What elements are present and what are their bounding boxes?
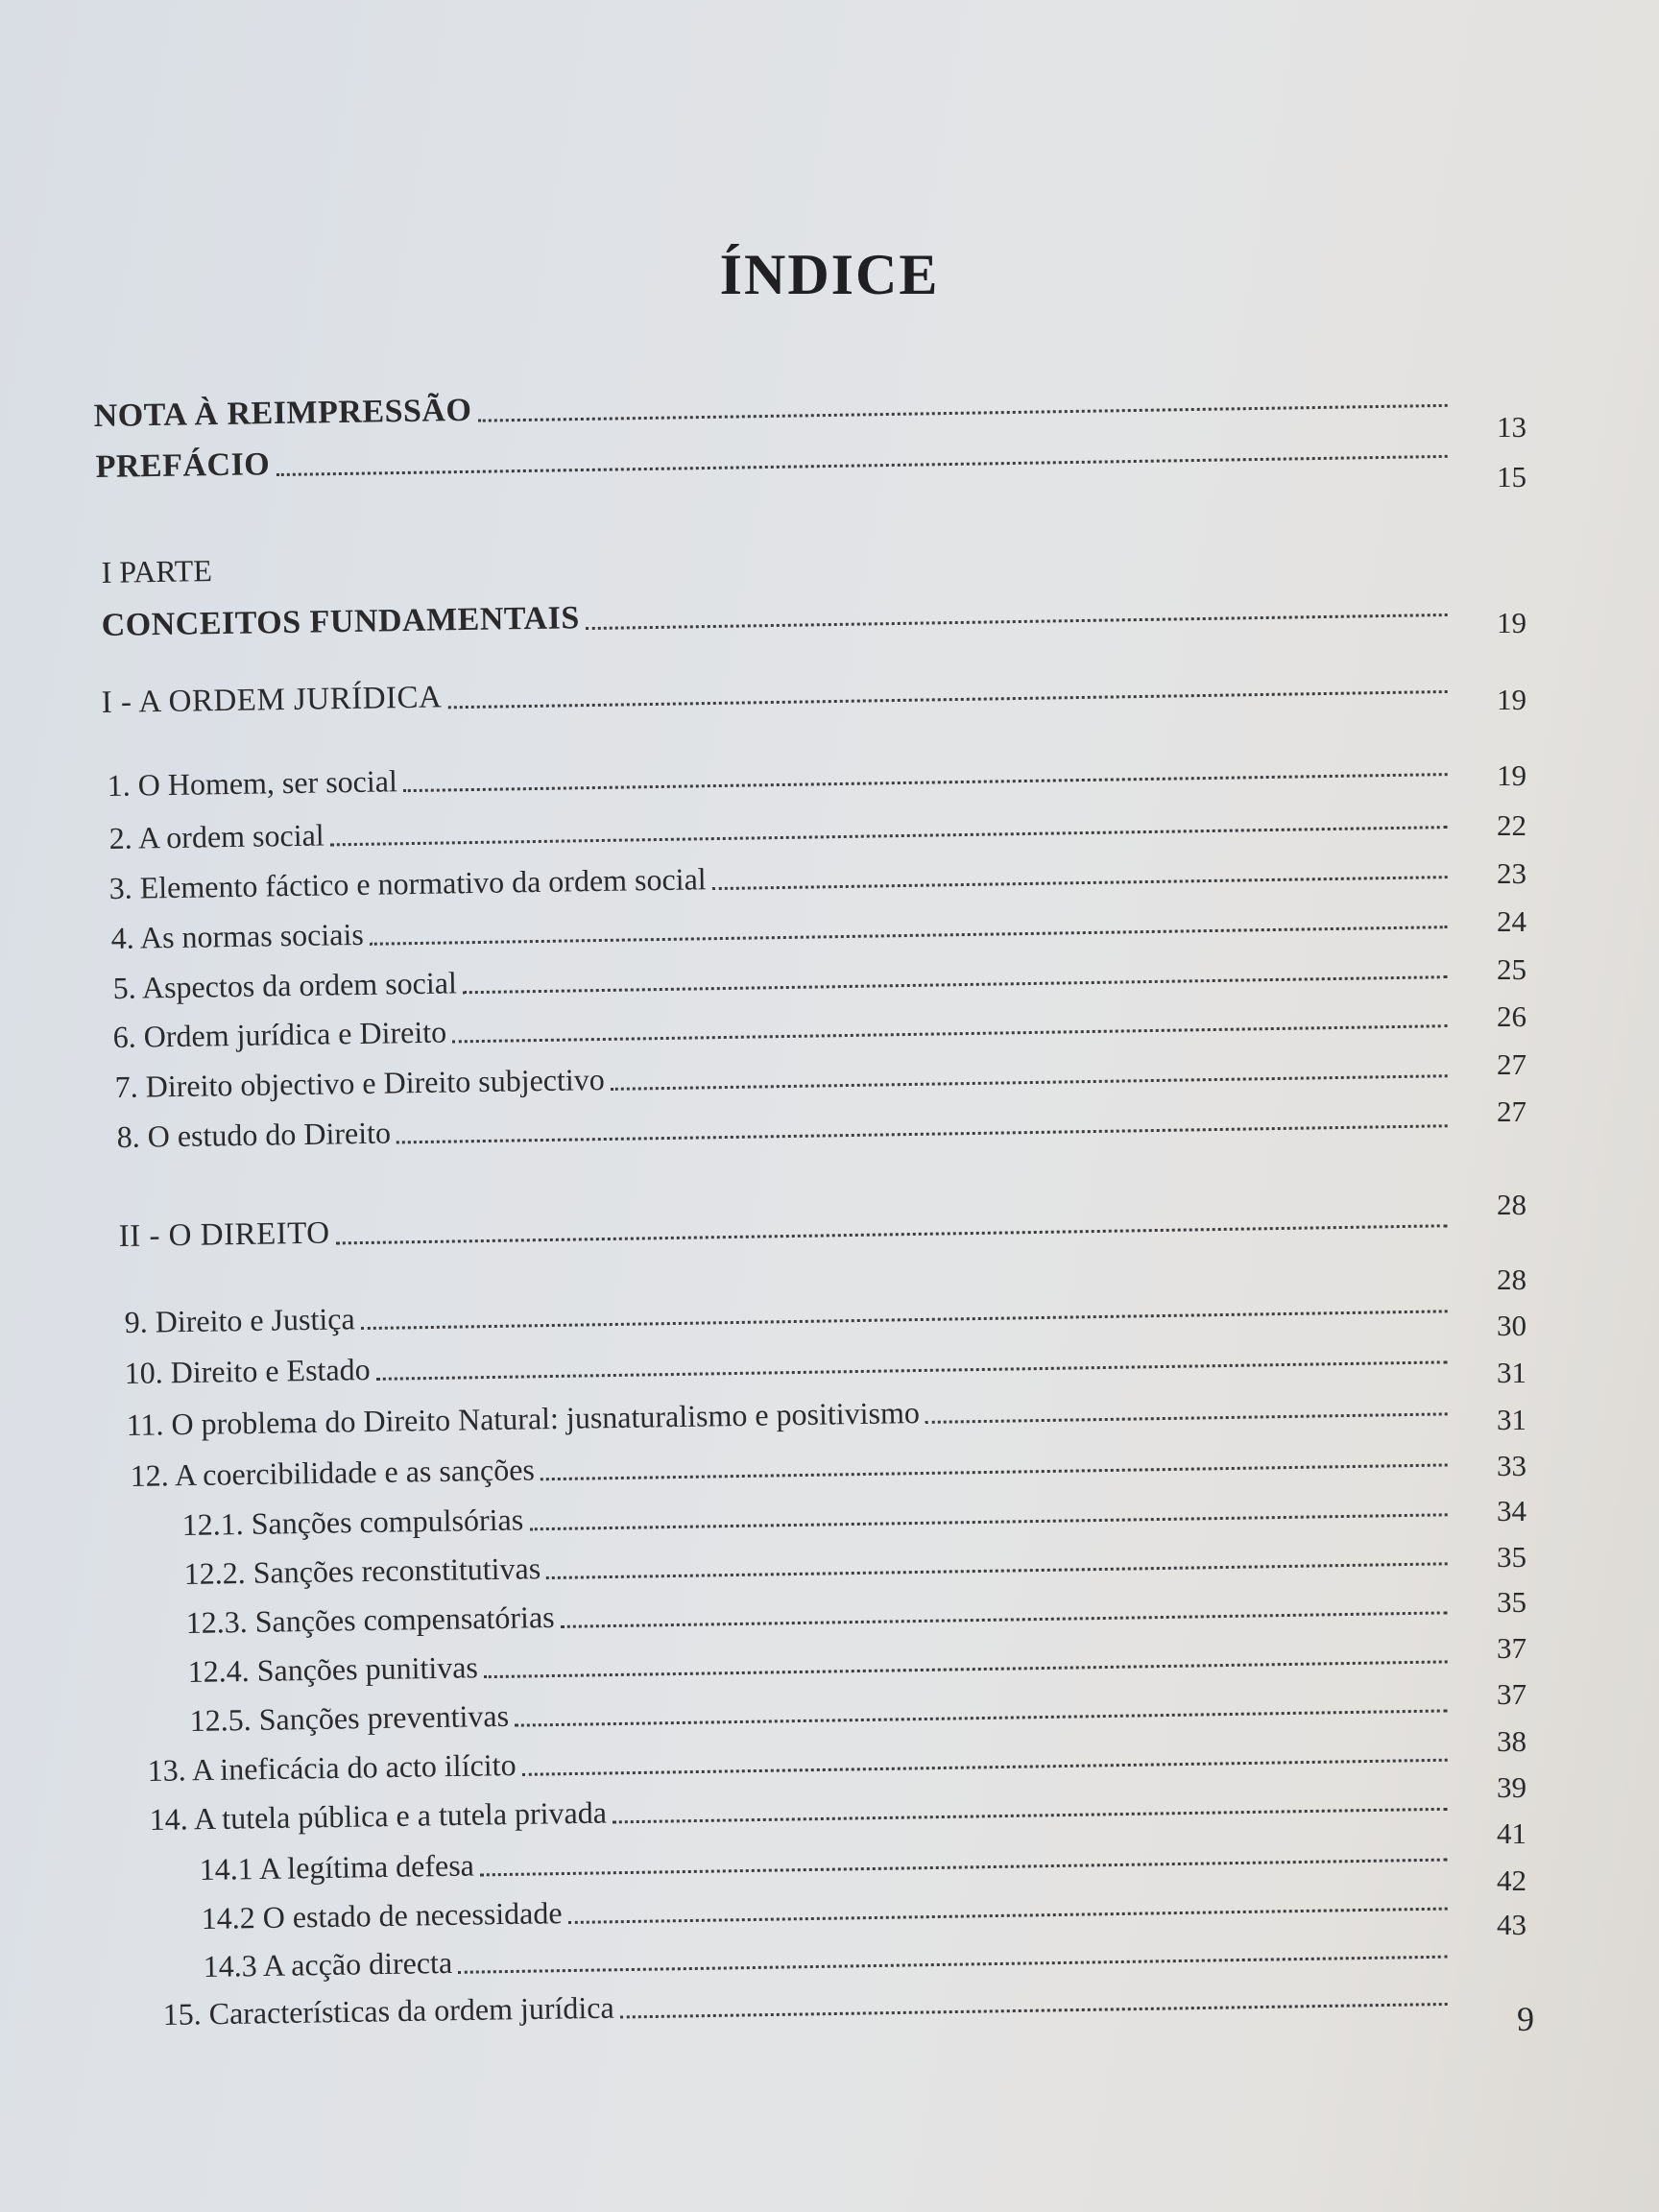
toc-entry-label: 6. Ordem jurídica e Direito: [112, 1014, 447, 1055]
toc-entry-label: 12. A coercibilidade e as sanções: [130, 1452, 536, 1494]
toc-entry-label: 14.2 O estado de necessidade: [201, 1895, 563, 1936]
toc-page-number: 19: [1497, 606, 1527, 639]
toc-page-number: 19: [1497, 683, 1527, 716]
toc-page-number: 37: [1497, 1631, 1527, 1665]
toc-page-number: 31: [1497, 1356, 1527, 1389]
toc-entry-label: 14.3 A acção directa: [203, 1944, 453, 1984]
toc-entry-label: 12.3. Sanções compensatórias: [185, 1599, 555, 1641]
dot-leader: [336, 1223, 1448, 1244]
toc-entry-label: 8. O estudo do Direito: [116, 1115, 392, 1155]
toc-entry-part-title: [101, 574, 1448, 645]
toc-entry-label: 12.4. Sanções punitivas: [187, 1649, 479, 1690]
toc-page-number: 31: [1497, 1403, 1527, 1436]
toc-entry-label: 14.1 A legítima defesa: [199, 1847, 475, 1887]
toc-entry-label: II - O DIREITO: [118, 1215, 330, 1255]
dot-leader: [620, 2002, 1448, 2019]
dot-leader: [926, 1411, 1448, 1424]
toc-entry-label: CONCEITOS FUNDAMENTAIS: [101, 600, 581, 644]
toc-page-number: 33: [1497, 1449, 1527, 1482]
toc-entry-label: PREFÁCIO: [95, 446, 271, 486]
page-folio: 9: [1517, 2000, 1534, 2038]
toc-page-number: 28: [1497, 1188, 1527, 1221]
toc-page-number: 30: [1497, 1309, 1527, 1342]
toc-page-number: 26: [1497, 999, 1527, 1033]
part-label: I PARTE: [101, 552, 213, 590]
toc-entry-label: 9. Direito e Justiça: [124, 1301, 355, 1340]
toc-entry-label: 5. Aspectos da ordem social: [112, 965, 458, 1006]
toc-page-number: 15: [1497, 460, 1527, 493]
toc-entry-label: 2. A ordem social: [108, 817, 325, 856]
toc-page-number: 28: [1497, 1262, 1527, 1296]
toc-page-number: 34: [1497, 1494, 1527, 1527]
dot-leader: [397, 1123, 1448, 1143]
toc-page-number: 42: [1497, 1863, 1527, 1897]
toc-page-number: 24: [1497, 904, 1527, 938]
toc-page-number: 23: [1497, 856, 1527, 890]
toc-entry-label: NOTA À REIMPRESSÃO: [93, 392, 472, 435]
toc-entry-label: 10. Direito e Estado: [124, 1351, 371, 1391]
toc-page-number: 27: [1497, 1047, 1527, 1081]
toc-entry-label: 15. Características da ordem jurídica: [162, 1989, 614, 2032]
toc-page-number: 13: [1497, 410, 1527, 444]
toc-entry-label: 3. Elemento fáctico e normativo da ordem social: [108, 861, 707, 906]
dot-leader: [276, 454, 1447, 476]
toc-page-number: 43: [1497, 1908, 1527, 1941]
toc-page-number: 19: [1497, 758, 1527, 792]
toc-page-number: 39: [1497, 1770, 1527, 1804]
dot-leader: [447, 689, 1447, 709]
toc-entry-label: 14. A tutela pública e a tutela privada: [149, 1794, 608, 1838]
toc-entry-label: 12.1. Sanções compulsórias: [181, 1502, 524, 1543]
toc-entry-label: 4. As normas sociais: [110, 916, 365, 956]
dot-leader: [586, 613, 1448, 630]
toc-entry-label: I - A ORDEM JURÍDICA: [101, 680, 443, 721]
toc-entry-label: 1. O Homem, ser social: [107, 763, 398, 804]
toc-entry-chapter-1: [101, 651, 1448, 722]
page-title: ÍNDICE: [719, 243, 940, 306]
toc-entry-label: 7. Direito objectivo e Direito subjectivo: [114, 1061, 605, 1105]
toc-page-number: 35: [1497, 1540, 1527, 1574]
toc-entry-chapter-2: [118, 1185, 1448, 1256]
toc-page-number: 35: [1497, 1585, 1527, 1619]
toc-page-number: 41: [1497, 1816, 1527, 1850]
toc-entry-label: 12.5. Sanções preventivas: [189, 1697, 510, 1739]
toc-entry-label: 12.2. Sanções reconstitutivas: [183, 1551, 541, 1592]
toc-entry-label: 11. O problema do Direito Natural: jusnaturalismo e positivismo: [126, 1395, 921, 1443]
toc-page-number: 27: [1497, 1094, 1527, 1128]
toc-page-number: 22: [1497, 808, 1527, 842]
toc-entry-label: 13. A ineficácia do acto ilícito: [147, 1746, 517, 1789]
toc-page-number: 25: [1497, 952, 1527, 986]
toc-page-number: 38: [1497, 1724, 1527, 1758]
toc-page-number: 37: [1497, 1677, 1527, 1711]
